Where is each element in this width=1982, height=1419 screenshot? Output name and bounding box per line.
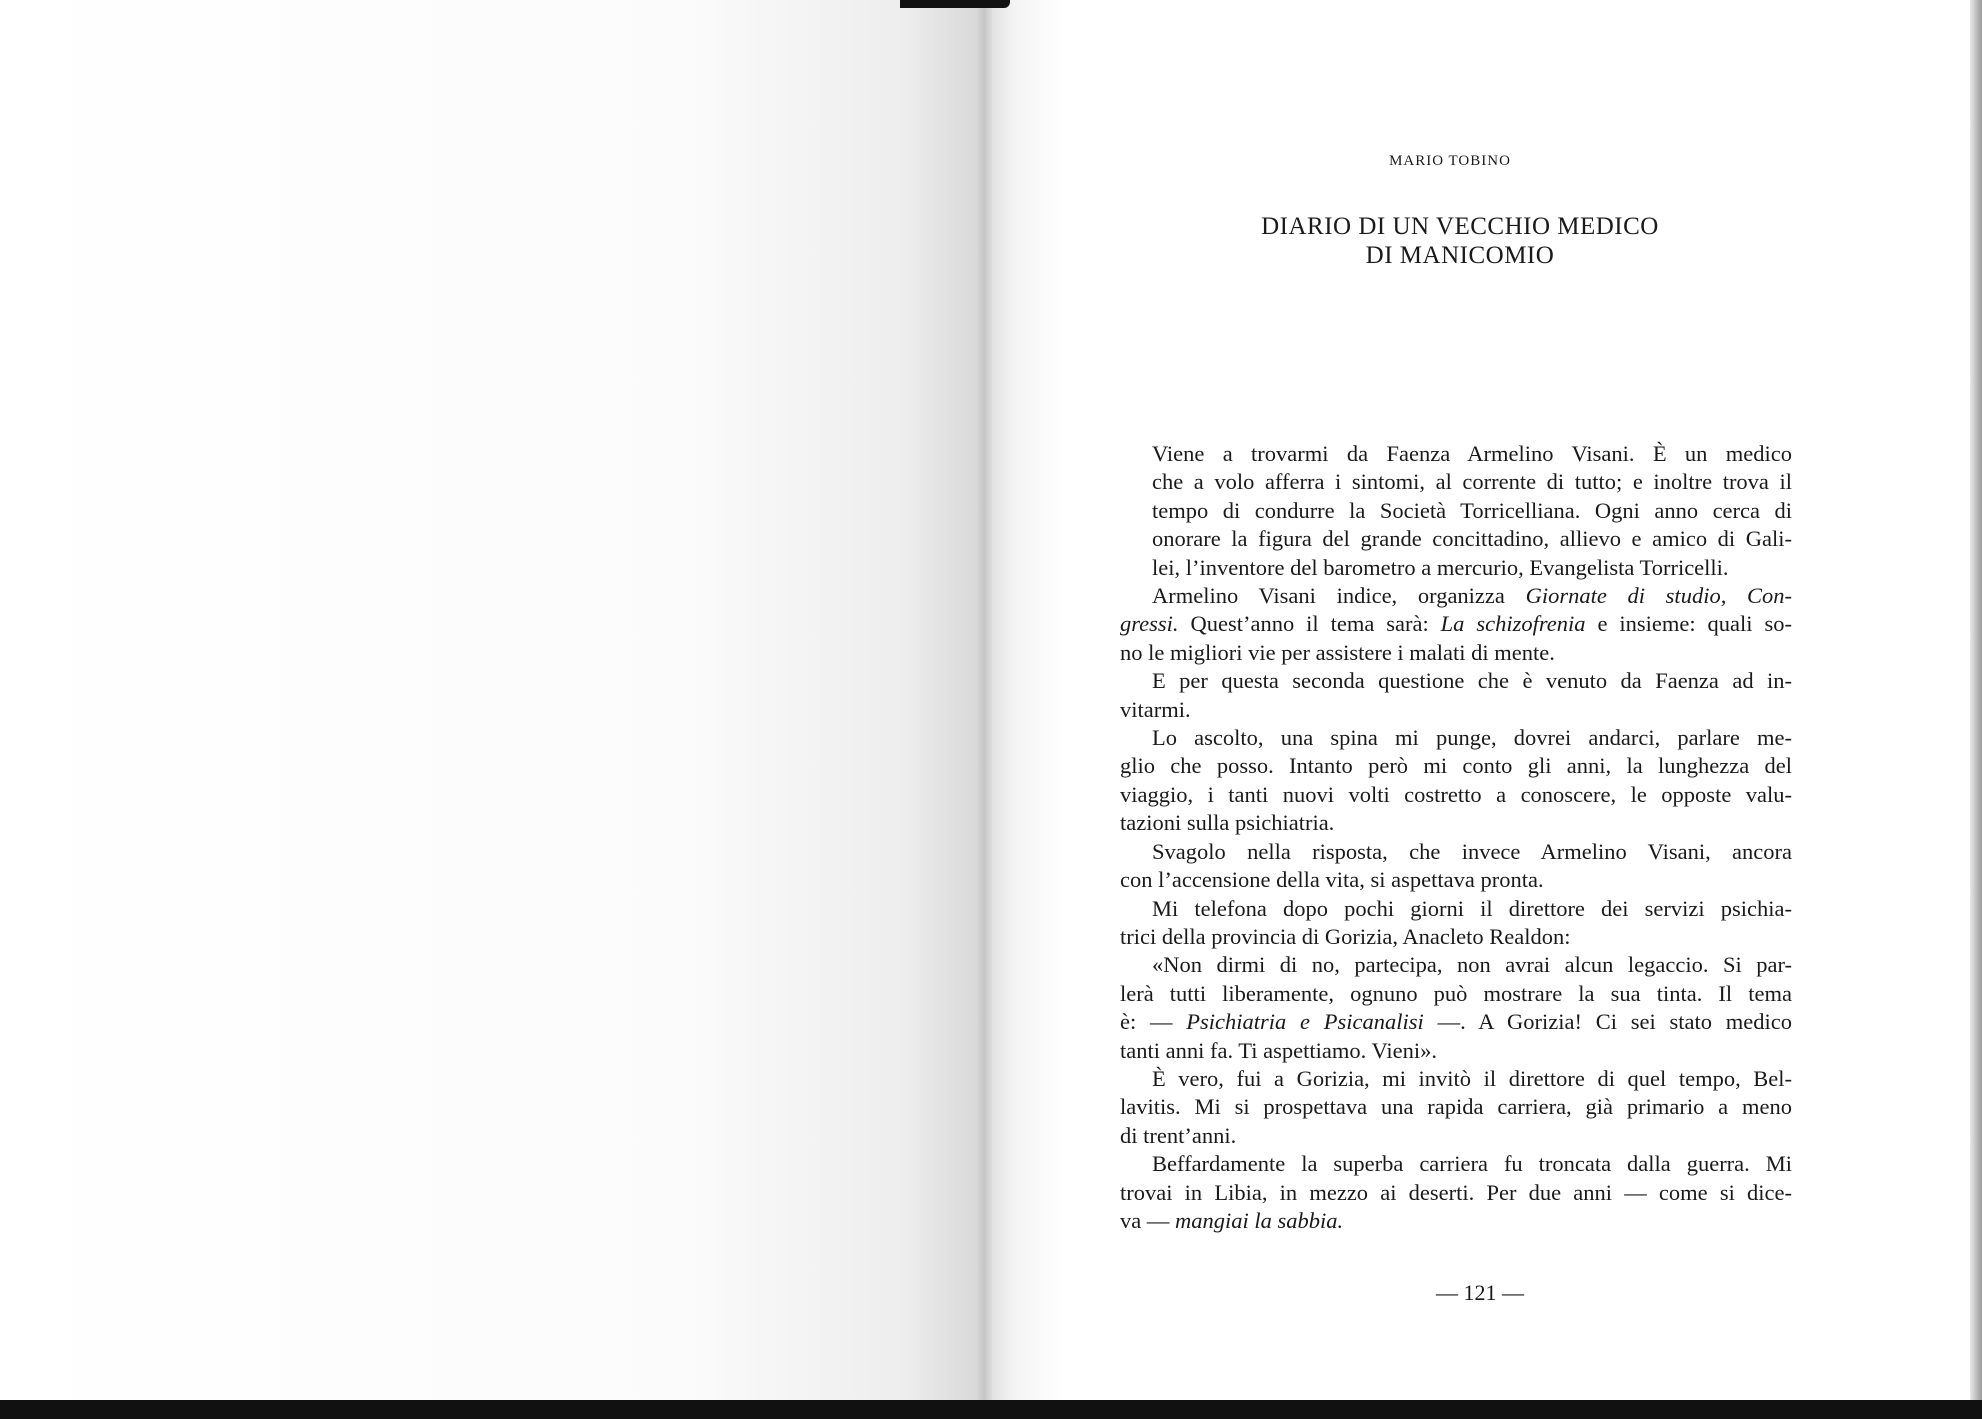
- text-line: viaggio, i tanti nuovi volti costretto a conoscere, le opposte valu-: [1120, 781, 1792, 807]
- book-spine-shadow: [978, 0, 992, 1400]
- text-line: tanti anni fa. Ti aspettiamo. Vieni».: [1120, 1037, 1437, 1063]
- text-span: Armelino Visani indice, organizza: [1152, 583, 1526, 609]
- scan-bottom-border: [0, 1400, 1982, 1419]
- text-line: [1120, 610, 1792, 638]
- text-line: trici della provincia di Gorizia, Anacleto Realdon:: [1120, 923, 1571, 949]
- text-line: Viene a trovarmi da Faenza Armelino Visani. È un medico: [1152, 441, 1792, 466]
- text-span: è: —: [1120, 1009, 1187, 1035]
- paragraph-8: [1120, 1065, 1792, 1150]
- text-line: E per questa seconda questione che è venuto da Faenza ad in-: [1152, 668, 1792, 694]
- body-text: [1120, 440, 1792, 1235]
- paragraph-1: [1120, 440, 1792, 582]
- chapter-title-line-1: DIARIO DI UN VECCHIO MEDICO: [1261, 213, 1659, 240]
- text-line: «Non dirmi di no, partecipa, non avrai alcun legaccio. Si par-: [1152, 952, 1792, 978]
- top-edge-mark: [900, 0, 1010, 8]
- author-name: MARIO TOBINO: [1389, 153, 1511, 169]
- text-span: —. A Gorizia! Ci sei stato medico: [1423, 1009, 1793, 1035]
- text-line: [1120, 1008, 1792, 1036]
- text-line: no le migliori vie per assistere i malati di mente.: [1120, 639, 1555, 665]
- text-line: glio che posso. Intanto però mi conto gli anni, la lunghezza del: [1120, 753, 1792, 779]
- text-line: vitarmi.: [1120, 696, 1191, 722]
- left-page-blank: [0, 0, 985, 1400]
- page-number: — 121 —: [1436, 1280, 1524, 1305]
- chapter-title: [1120, 212, 1800, 270]
- text-line: onorare la figura del grande concittadino, allievo e amico di Gali-: [1152, 526, 1792, 552]
- paragraph-9: [1120, 1150, 1792, 1235]
- text-line: Lo ascolto, una spina mi punge, dovrei andarci, parlare me-: [1152, 725, 1792, 751]
- paragraph-5: [1120, 838, 1792, 895]
- italic-span: Giornate di studio, Con-: [1525, 583, 1792, 609]
- text-line: con l’accensione della vita, si aspettava pronta.: [1120, 867, 1544, 893]
- italic-span: Psichiatria e Psicanalisi: [1186, 1009, 1424, 1035]
- text-line: Beffardamente la superba carriera fu troncata dalla guerra. Mi: [1152, 1151, 1792, 1177]
- paragraph-6: [1120, 895, 1792, 952]
- text-line: È vero, fui a Gorizia, mi invitò il direttore di quel tempo, Bel-: [1152, 1065, 1792, 1091]
- italic-span: gressi.: [1120, 611, 1179, 637]
- paragraph-7: [1120, 951, 1792, 1065]
- text-line: che a volo afferra i sintomi, al corrente di tutto; e inoltre trova il: [1152, 469, 1792, 495]
- chapter-title-line-2: DI MANICOMIO: [1365, 242, 1555, 269]
- text-line: tazioni sulla psichiatria.: [1120, 810, 1335, 836]
- text-line: [1120, 1207, 1792, 1235]
- text-line: lei, l’inventore del barometro a mercurio, Evangelista Torricelli.: [1152, 554, 1729, 580]
- text-line: Svagolo nella risposta, che invece Armelino Visani, ancora: [1152, 838, 1792, 864]
- italic-span: mangiai la sabbia.: [1175, 1207, 1344, 1233]
- text-line: tempo di condurre la Società Torricelliana. Ogni anno cerca di: [1152, 497, 1792, 523]
- text-span: va —: [1120, 1207, 1175, 1233]
- text-line: lavitis. Mi si prospettava una rapida carriera, già primario a meno: [1120, 1094, 1792, 1120]
- text-line: lerà tutti liberamente, ognuno può mostrare la sua tinta. Il tema: [1120, 980, 1792, 1006]
- text-line: trovai in Libia, in mezzo ai deserti. Per due anni — come si dice-: [1120, 1179, 1792, 1205]
- text-line: Mi telefona dopo pochi giorni il direttore dei servizi psichia-: [1152, 895, 1792, 921]
- text-span: e insieme: quali so-: [1585, 611, 1792, 637]
- text-span: Quest’anno il tema sarà:: [1178, 611, 1441, 637]
- paragraph-3: [1120, 667, 1792, 724]
- right-page-edge: [1970, 0, 1982, 1400]
- text-line: [1120, 582, 1792, 610]
- text-line: di trent’anni.: [1120, 1122, 1237, 1148]
- paragraph-2: [1120, 582, 1792, 667]
- paragraph-4: [1120, 724, 1792, 838]
- italic-span: La schizofrenia: [1440, 611, 1586, 637]
